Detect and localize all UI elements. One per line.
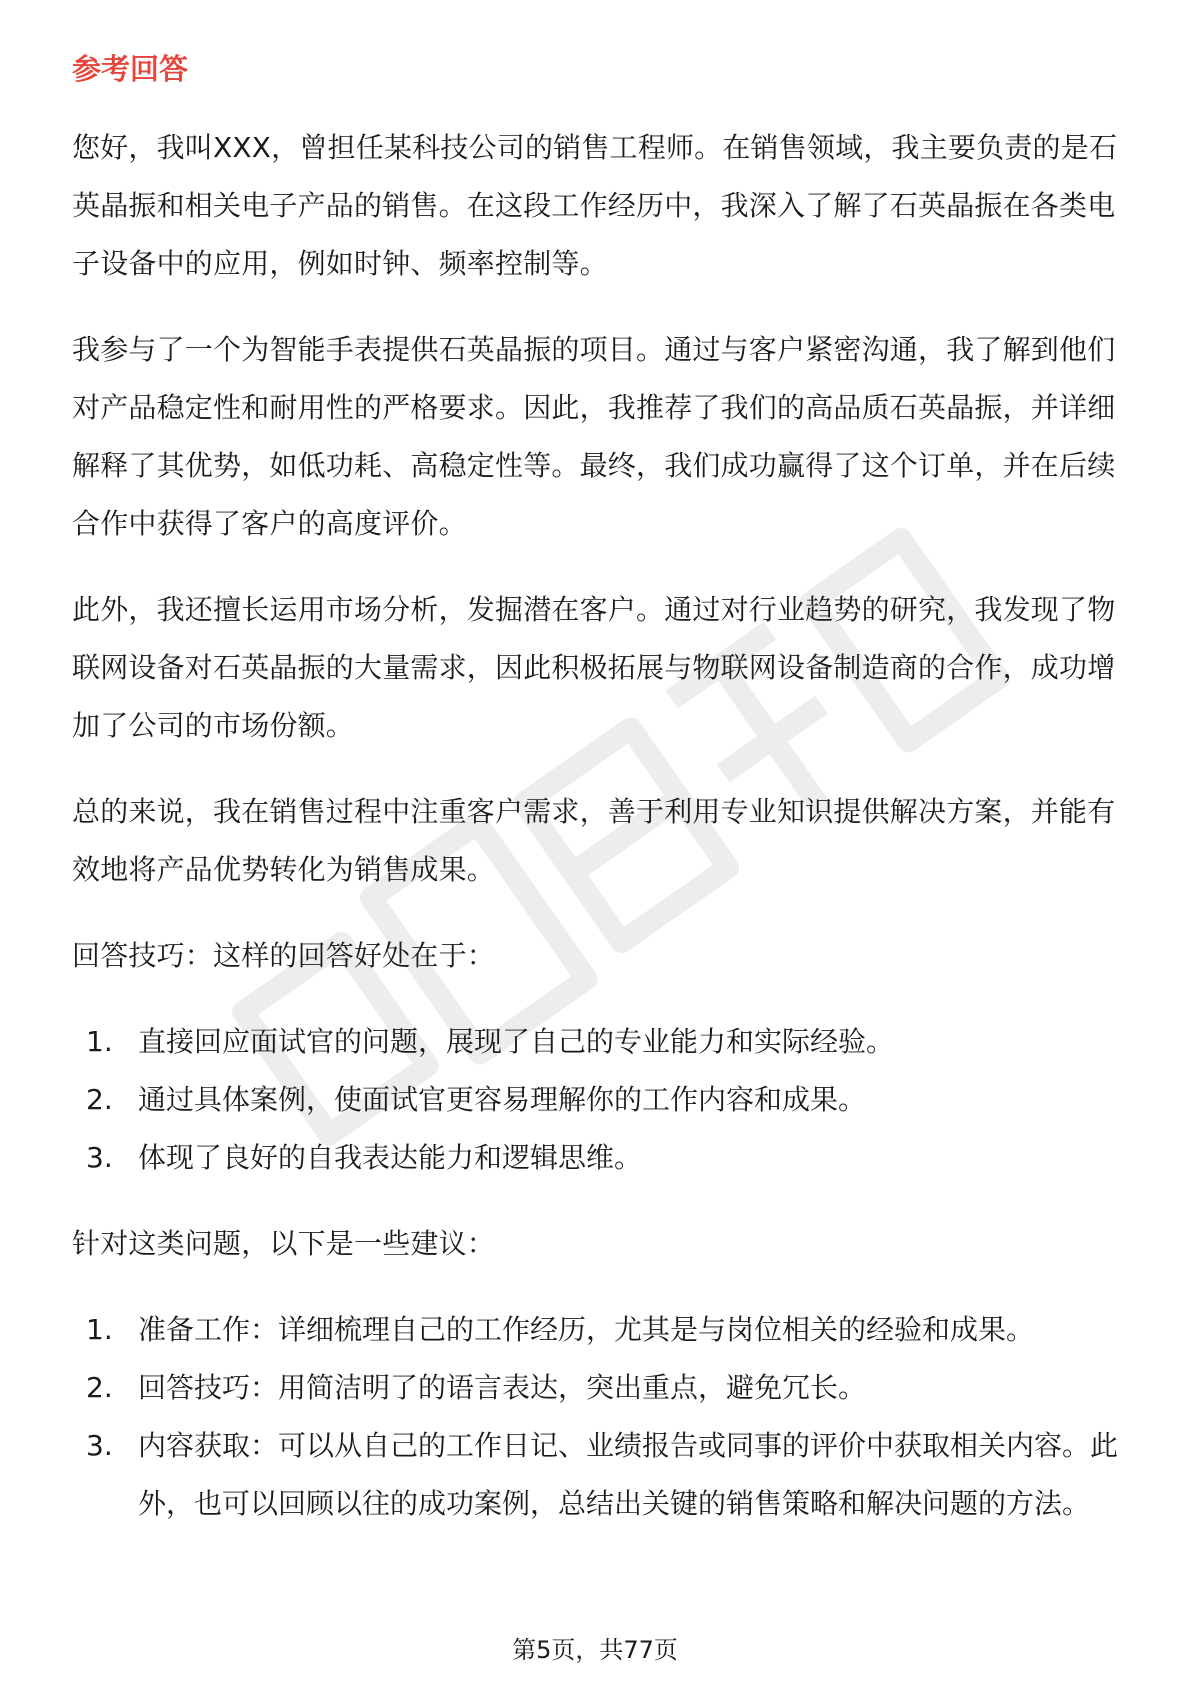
list-item (72, 1013, 1122, 1071)
list-text: 准备工作：详细梳理自己的工作经历，尤其是与岗位相关的经验和成果。 (138, 1312, 1035, 1346)
list-text: 通过具体案例，使面试官更容易理解你的工作内容和成果。 (138, 1082, 867, 1116)
list-text: 内容获取：可以从自己的工作日记、业绩报告或同事的评价中获取相关内容。此外，也可以回顾以往的成功案例，总结出关键的销售策略和解决问题的方法。 (138, 1428, 1119, 1520)
list-number: 3. (86, 1428, 113, 1462)
list-text: 回答技巧：用简洁明了的语言表达，突出重点，避免冗长。 (138, 1370, 867, 1404)
tips-list (72, 1013, 1122, 1187)
list-item (72, 1301, 1122, 1359)
advice-list (72, 1301, 1122, 1533)
list-number: 1. (86, 1024, 113, 1058)
list-number: 1. (86, 1312, 113, 1346)
list-item (72, 1071, 1122, 1129)
list-number: 3. (86, 1140, 113, 1174)
page-footer: 第5页，共77页 (512, 1636, 678, 1664)
section-title: 参考回答 (72, 52, 189, 86)
list-text: 体现了良好的自我表达能力和逻辑思维。 (138, 1140, 643, 1174)
list-item (72, 1359, 1122, 1417)
list-text: 直接回应面试官的问题，展现了自己的专业能力和实际经验。 (138, 1024, 895, 1058)
list-number: 2. (86, 1370, 113, 1404)
paragraph-intro: 您好，我叫XXX，曾担任某科技公司的销售工程师。在销售领域，我主要负责的是石英晶振和相关电子产品的销售。在这段工作经历中，我深入了解了石英晶振在各类电子设备中的应用，例如时钟、频率控制等。 (72, 130, 1118, 280)
document-page (72, 42, 1122, 1561)
paragraph-project: 我参与了一个为智能手表提供石英晶振的项目。通过与客户紧密沟通，我了解到他们对产品稳定性和耐用性的严格要求。因此，我推荐了我们的高品质石英晶振，并详细解释了其优势，如低功耗、高稳定性等。最终，我们成功赢得了这个订单，并在后续合作中获得了客户的高度评价。 (72, 332, 1116, 540)
list-number: 2. (86, 1082, 113, 1116)
paragraph-market: 此外，我还擅长运用市场分析，发掘潜在客户。通过对行业趋势的研究，我发现了物联网设备对石英晶振的大量需求，因此积极拓展与物联网设备制造商的合作，成功增加了公司的市场份额。 (72, 592, 1116, 742)
paragraph-summary: 总的来说，我在销售过程中注重客户需求，善于利用专业知识提供解决方案，并能有效地将产品优势转化为销售成果。 (72, 794, 1116, 886)
advice-intro: 针对这类问题，以下是一些建议： (72, 1226, 496, 1260)
list-item (72, 1417, 1122, 1533)
tips-intro: 回答技巧：这样的回答好处在于： (72, 938, 496, 972)
list-item (72, 1129, 1122, 1187)
